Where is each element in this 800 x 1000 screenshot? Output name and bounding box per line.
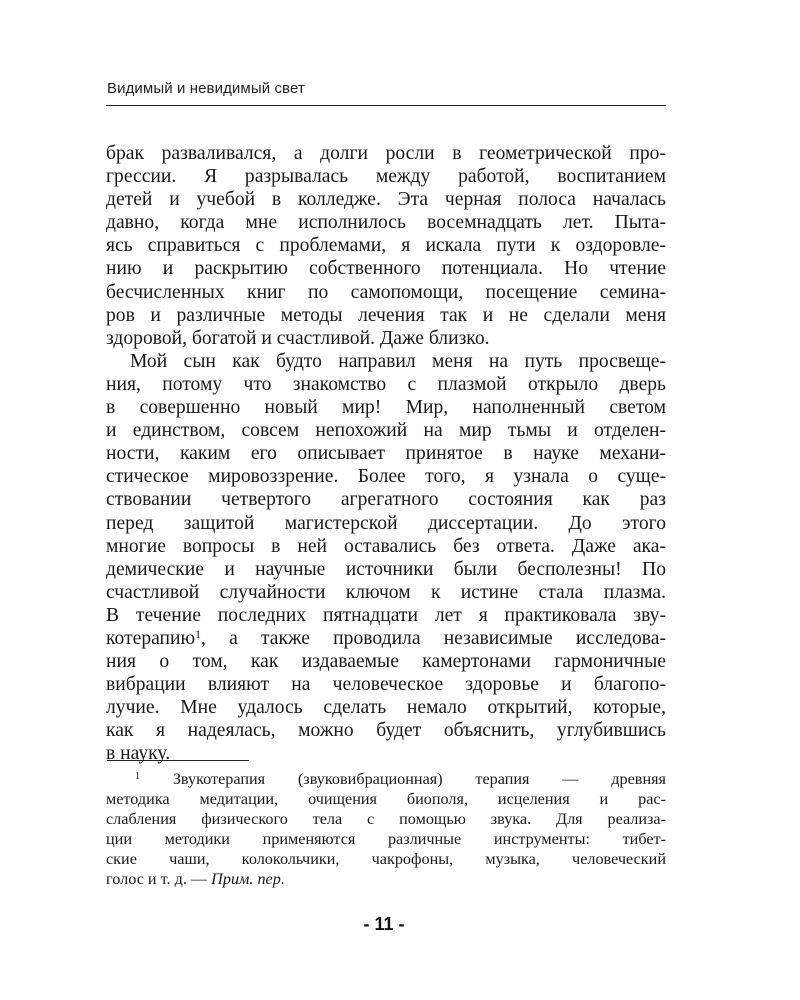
text-line: вибрации влияют на человеческое здоровье и благопо- bbox=[106, 674, 666, 696]
text-line: ров и различные методы лечения так и не сделали меня bbox=[106, 304, 666, 326]
text-line: ности, каким его описывает принятое в науке механи- bbox=[106, 443, 666, 465]
text-line: ясь справиться с проблемами, я искала пути к оздоровле- bbox=[106, 235, 666, 257]
text-fragment: котерапию bbox=[106, 627, 196, 649]
text-fragment: Звукотерапия (звуковибрационная) терапия — древняя bbox=[172, 770, 666, 788]
footnote-line bbox=[106, 869, 666, 889]
text-line: в науку. bbox=[106, 743, 171, 765]
text-line: брак разваливался, а долги росли в геометрической про- bbox=[106, 143, 666, 164]
footnote bbox=[106, 769, 666, 889]
text-line: многие вопросы в ней оставались без ответа. Даже ака- bbox=[106, 535, 666, 557]
text-line: демические и научные источники были бесполезны! По bbox=[106, 558, 666, 580]
body-text bbox=[106, 142, 666, 766]
text-line: ствовании четвертого агрегатного состояния как раз bbox=[106, 489, 666, 511]
text-line: и единством, совсем непохожий на мир тьмы и отделен- bbox=[106, 420, 666, 442]
text-fragment: , а также проводила независимые исследова- bbox=[201, 627, 666, 649]
text-line: нию и раскрытию собственного потенциала. Но чтение bbox=[106, 258, 666, 280]
footnote-line: слабления физического тела с помощью звука. Для реализа- bbox=[106, 810, 666, 828]
footnote-rule bbox=[107, 760, 249, 761]
text-line: счастливой случайности ключом к истине стала плазма. bbox=[106, 581, 666, 603]
running-head: Видимый и невидимый свет bbox=[107, 80, 305, 97]
footnote-line: ции методики применяются различные инструменты: тибет- bbox=[106, 830, 666, 848]
text-fragment: голос и т. д. — bbox=[106, 870, 212, 888]
text-line: грессии. Я разрывалась между работой, воспитанием bbox=[106, 166, 666, 188]
footnote-line: ские чаши, колокольчики, чакрофоны, музыка, человеческий bbox=[106, 850, 666, 868]
text-line: в совершенно новый мир! Мир, наполненный светом bbox=[106, 397, 666, 419]
header-rule bbox=[106, 105, 666, 106]
text-line: лучие. Мне удалось сделать немало открытий, которые, bbox=[106, 697, 666, 719]
text-line: В течение последних пятнадцати лет я практиковала зву- bbox=[106, 604, 666, 626]
footnote-attribution: Прим. пер. bbox=[211, 870, 285, 888]
text-line: перед защитой магистерской диссертации. До этого bbox=[106, 512, 666, 534]
footnote-line bbox=[106, 769, 666, 789]
text-line: Мой сын как будто направил меня на путь просвеще- bbox=[130, 350, 666, 372]
footnote-reference: 1 bbox=[195, 627, 202, 641]
footnote-number: 1 bbox=[135, 771, 141, 782]
footnote-line: методика медитации, очищения биополя, исцеления и рас- bbox=[106, 790, 666, 808]
text-line: ния, потому что знакомство с плазмой открыло дверь bbox=[106, 373, 666, 395]
text-line: здоровой, богатой и счастливой. Даже близко. bbox=[106, 327, 490, 349]
text-line: как я надеялась, можно будет объяснить, углубившись bbox=[106, 720, 666, 742]
text-line: бесчисленных книг по самопомощи, посещение семина- bbox=[106, 281, 666, 303]
text-line: детей и учебой в колледже. Эта черная полоса началась bbox=[106, 189, 666, 211]
text-line: давно, когда мне исполнилось восемнадцать лет. Пыта- bbox=[106, 212, 666, 234]
text-line-with-footnote-ref bbox=[106, 627, 666, 650]
text-line: стическое мировоззрение. Более того, я узнала о суще- bbox=[106, 466, 666, 488]
text-line: ния о том, как издаваемые камертонами гармоничные bbox=[106, 651, 666, 673]
page-number: - 11 - bbox=[363, 914, 405, 934]
